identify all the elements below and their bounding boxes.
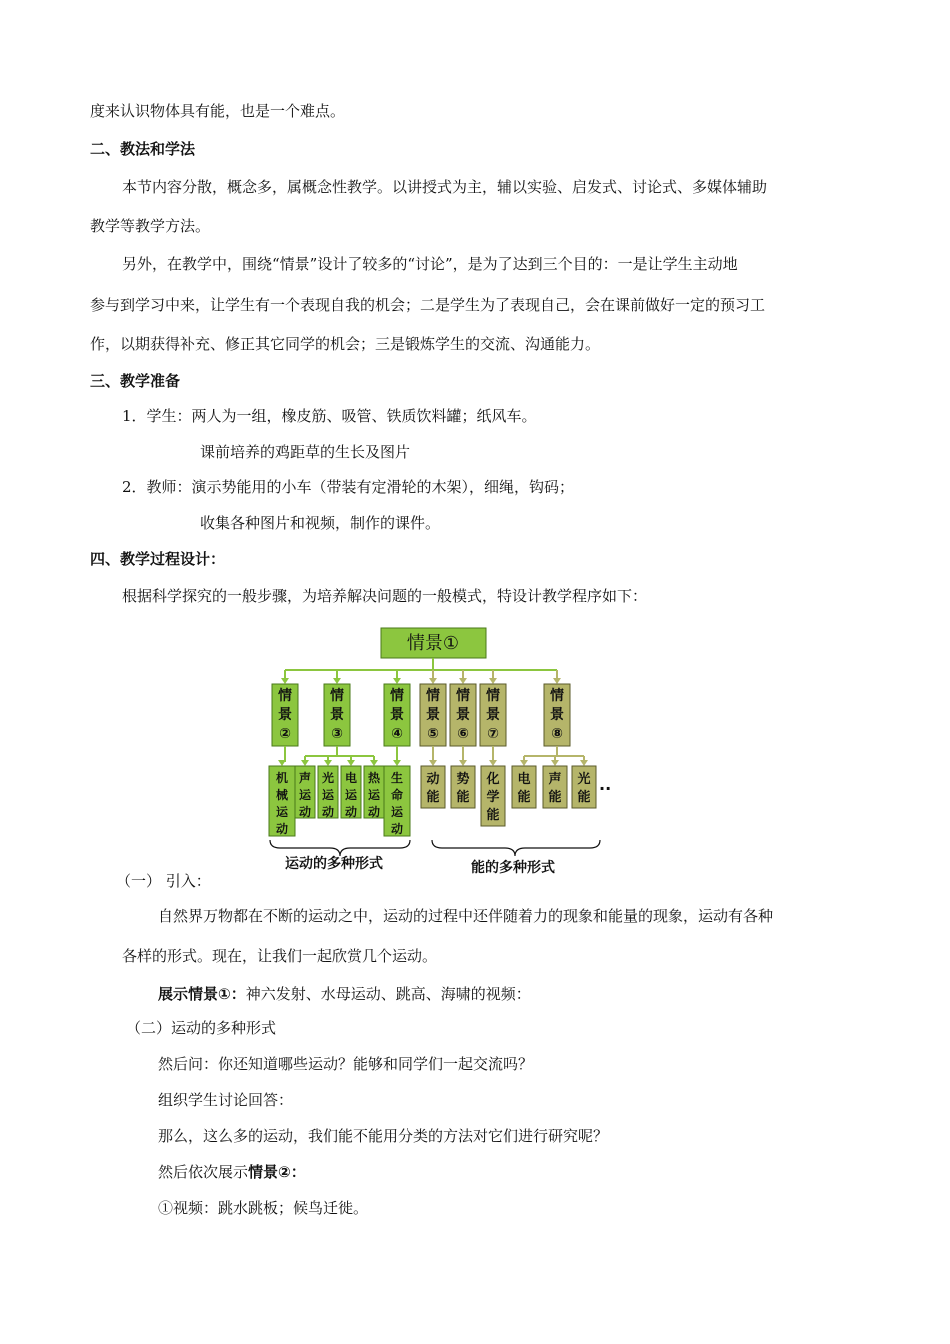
scene-label: 情 [426,688,440,704]
arrow-head [580,760,588,766]
section-heading: 二、教法和学法 [90,140,196,158]
ellipsis-text: .. [599,775,612,794]
energy-label: 能 [548,790,562,805]
motion-label: 运 [275,805,289,819]
arrow-head [429,678,437,684]
motion-label: 动 [275,822,289,836]
arrow-head [459,760,467,766]
prep-item: 2．教师：演示势能用的小车（带装有定滑轮的木架），细绳，钩码； [122,478,575,496]
paragraph-line: ①视频：跳水跳板；候鸟迁徙。 [158,1199,369,1217]
scene-label: ② [279,726,291,742]
arrow-head [429,760,437,766]
paragraph-line: 根据科学探究的一般步骤，为培养解决问题的一般模式，特设计教学程序如下： [122,587,648,605]
paragraph-line: 然后问：你还知道哪些运动？能够和同学们一起交流吗？ [158,1055,534,1073]
motion-label: 运 [298,788,312,802]
energy-label: 能 [486,808,500,823]
motion-label: 运 [390,805,404,819]
prep-item-cont: 收集各种图片和视频，制作的课件。 [200,514,441,532]
arrow-head [553,678,561,684]
arrow-head [551,760,559,766]
energy-label: 能 [577,790,591,805]
show-scene-text: 神六发射、水母运动、跳高、海啸的视频： [245,985,531,1003]
scene-label: 情 [550,688,564,704]
motion-label: 运 [321,788,335,802]
section-heading: 四、教学过程设计： [90,550,226,568]
energy-label: 学 [486,790,500,805]
motion-label: 械 [275,788,289,802]
right-brace [432,840,600,856]
arrow-head [489,678,497,684]
energy-label: 动 [426,772,440,787]
energy-label: 电 [517,772,531,787]
paragraph-line: 教学等教学方法。 [90,217,211,235]
scene-label: 景 [456,707,470,723]
prep-item: 1．学生：两人为一组，橡皮筋、吸管、铁质饮料罐；纸风车。 [122,407,537,425]
arrow-head [278,760,286,766]
energy-label: 光 [577,772,591,787]
arrow-head [459,678,467,684]
motion-label: 命 [390,788,404,802]
paragraph-line: 组织学生讨论回答： [158,1091,294,1109]
motion-label: 电 [344,771,358,785]
motion-label: 热 [367,771,381,785]
scene-label: ⑦ [487,726,499,742]
scene-label: 景 [278,707,292,723]
energy-label: 化 [486,772,500,787]
energy-label: 能 [517,790,531,805]
motion-label: 声 [298,771,312,785]
energy-label: 能 [456,790,470,805]
scene-label: ⑤ [427,726,439,742]
subsection-heading: （二）运动的多种形式 [126,1019,277,1037]
arrow-head [393,760,401,766]
motion-label: 机 [275,771,289,785]
scene-label: ⑥ [457,726,469,742]
scene-label: 情 [456,688,470,704]
scene-label: 情 [390,688,404,704]
teaching-flow-diagram [0,620,950,880]
arrow-head [333,678,341,684]
prep-item-cont: 课前培养的鸡距草的生长及图片 [200,443,411,461]
scene-label: 景 [426,707,440,723]
scene-label: 情 [330,688,344,704]
paragraph-line: 参与到学习中来，让学生有一个表现自我的机会；二是学生为了表现自己，会在课前做好一定的预习工 [90,296,766,314]
paragraph-line: 本节内容分散，概念多，属概念性教学。以讲授式为主，辅以实验、启发式、讨论式、多媒体辅助 [122,178,768,196]
arrow-head [301,760,309,766]
paragraph-line: 那么，这么多的运动，我们能不能用分类的方法对它们进行研究呢？ [158,1127,609,1145]
brace-right-label: 能的多种形式 [471,860,555,876]
motion-label: 运 [367,788,381,802]
brace-left-label: 运动的多种形式 [285,856,383,872]
root-scene-label: 情景① [406,633,460,654]
motion-label: 光 [321,771,335,785]
arrow-head [324,760,332,766]
text-line: 度来认识物体具有能，也是一个难点。 [90,102,346,120]
scene-label: 情 [278,688,292,704]
energy-label: 势 [456,772,470,787]
motion-label: 动 [344,805,358,819]
paragraph-line: 各样的形式。现在，让我们一起欣赏几个运动。 [122,947,438,965]
scene-label: 景 [486,707,500,723]
arrow-head [370,760,378,766]
motion-label: 运 [344,788,358,802]
show-scene-intro: 然后依次展示 [158,1163,249,1181]
motion-label: 动 [321,805,335,819]
arrow-head [393,678,401,684]
arrow-head [489,760,497,766]
scene-label: 景 [390,707,404,723]
left-brace [270,840,410,856]
scene-label: ⑧ [551,726,563,742]
arrow-head [347,760,355,766]
show-scene-label: 展示情景①： [158,985,246,1003]
energy-label: 声 [548,772,562,787]
motion-label: 生 [390,771,404,785]
paragraph-line: 作，以期获得补充、修正其它同学的机会；三是锻炼学生的交流、沟通能力。 [90,335,601,353]
show-scene-line [158,1162,306,1182]
paragraph-line: 另外，在教学中，围绕“情景”设计了较多的“讨论”，是为了达到三个目的：一是让学生主动地 [122,255,738,273]
subsection-heading: （一） 引入： [116,872,211,890]
scene-label: ④ [391,726,403,742]
arrow-head [520,760,528,766]
show-scene-label: 情景②： [248,1163,306,1181]
arrow-head [281,678,289,684]
motion-label: 动 [390,822,404,836]
scene-label: 情 [486,688,500,704]
energy-label: 能 [426,790,440,805]
paragraph-line: 自然界万物都在不断的运动之中，运动的过程中还伴随着力的现象和能量的现象，运动有各种 [158,907,774,925]
scene-label: 景 [550,707,564,723]
motion-label: 动 [367,805,381,819]
scene-label: 景 [330,707,344,723]
motion-label: 动 [298,805,312,819]
section-heading: 三、教学准备 [90,372,181,390]
show-scene-line [158,984,531,1004]
scene-label: ③ [331,726,343,742]
